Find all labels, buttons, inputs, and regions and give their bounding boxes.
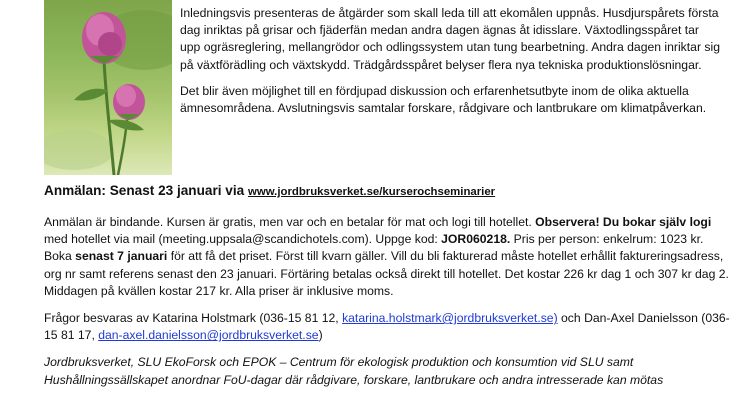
intro-paragraph-2: Det blir även möjlighet till en fördjupad diskussion och erfarenhetsutbyte inom de olika aktuella ämnesområdena. Avslutningsvis samtalar forskare, rådgivare och lantbrukare om klimatpåverkan. [180, 83, 707, 116]
booking-code: JOR060218. [441, 232, 511, 247]
booking-text-4: för att få det priset. Först till kvarn gäller. Vill du bli fakturerad måste hotellet erhållit faktureringsadress, org nr samt referens senast den 23 januari. Förtäring betalas också direkt till hotellet. Det kostar 226 kr dag 1 och 307 kr dag 2. Middagen på kvällen kostar 217 kr. Alla priser är inklusive moms. [44, 249, 729, 298]
body-text [44, 214, 734, 399]
intro-paragraph-1: Inledningsvis presenteras de åtgärder som skall leda till att ekomålen uppnås. Husdjurspårets första dag inriktas på grisar och fjäderfän medan andra dagen ägnas åt idisslare. Växtodlingsspåret tar upp ogräsreglering, mellangrödor och odlingssystem utan tung bearbetning. Andra dagen inriktar sig på växtförädling och växtskydd. Trädgårdsspåret belyser flera nya tekniska produktionslösningar. [180, 6, 720, 72]
booking-deadline: senast 7 januari [75, 249, 168, 264]
contact-text-2: och Dan-Axel Danielsson (036-15 81 17, [44, 311, 730, 343]
registration-heading-text: Anmälan: Senast 23 januari via [44, 183, 248, 198]
contact-email-link-1[interactable]: katarina.holstmark@jordbruksverket.se) [342, 311, 558, 326]
booking-paragraph [44, 214, 734, 300]
registration-link[interactable]: www.jordbruksverket.se/kurserochseminarier [248, 186, 496, 198]
booking-note: Observera! Du bokar själv logi [535, 215, 712, 229]
upper-blossom [82, 12, 126, 64]
lower-blossom [113, 84, 145, 120]
clover-photo [44, 0, 172, 175]
booking-text-3: Pris per person: enkelrum: 1023 kr. Boka [44, 232, 704, 264]
contact-paragraph [44, 310, 734, 344]
organizers-paragraph: Jordbruksverket, SLU EkoForsk och EPOK – Centrum för ekologisk produktion och konsumtion vid SLU samt Hushållningssällskapet anordnar FoU-dagar där rådgivare, forskare, lantbrukare och andra intresserade kan mötas [44, 355, 664, 387]
booking-text-2: med hotellet via mail (meeting.uppsala@scandichotels.com). Uppge kod: [44, 232, 442, 247]
booking-text-1: Anmälan är bindande. Kursen är gratis, men var och en betalar för mat och logi till hotellet. [44, 215, 536, 229]
contact-text-3: ) [318, 328, 323, 343]
contact-email-link-2[interactable]: dan-axel.danielsson@jordbruksverket.se [98, 328, 319, 343]
intro-text [180, 5, 720, 117]
contact-text-1: Frågor besvaras av Katarina Holstmark (036-15 81 12, [44, 311, 343, 326]
registration-heading [44, 183, 734, 198]
clover-illustration [44, 0, 172, 175]
